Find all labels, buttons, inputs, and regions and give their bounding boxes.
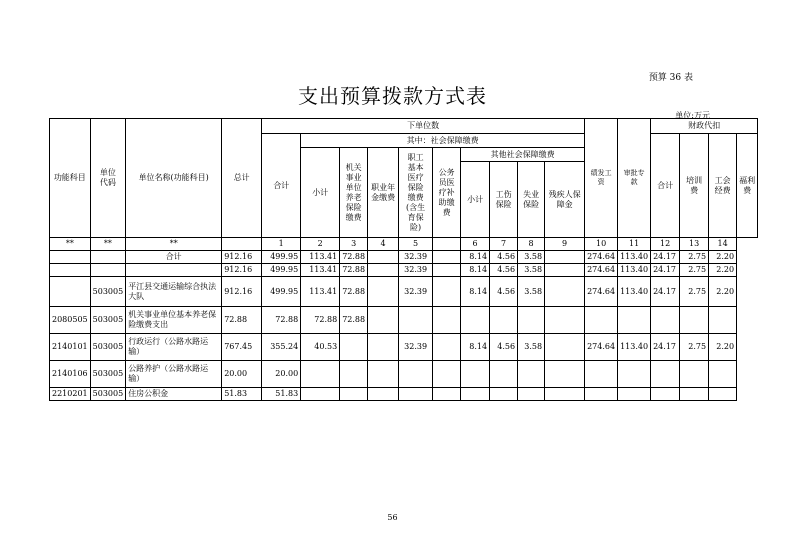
table-number: 预算 36 表: [648, 73, 693, 83]
index-cell: 7: [490, 238, 518, 251]
col-perf-wage: 绩发工 资: [585, 119, 618, 238]
page-number: 56: [387, 513, 398, 522]
total-cell: 912.16: [222, 277, 262, 307]
col-approved: 审批专 款: [618, 119, 651, 238]
value-cell: 3.58: [518, 264, 545, 277]
value-cell: [368, 388, 399, 401]
value-cell: [545, 361, 585, 388]
table-row: [50, 264, 758, 277]
value-cell: [490, 307, 518, 334]
value-cell: 32.39: [399, 251, 433, 264]
table-row: [50, 361, 758, 388]
func-code-cell: 2080505: [50, 307, 91, 334]
value-cell: 20.00: [262, 361, 301, 388]
total-cell: 72.88: [222, 307, 262, 334]
unit-code-cell: 503005: [90, 361, 126, 388]
value-cell: [461, 361, 490, 388]
col-func-subject: 功能科目: [50, 119, 91, 238]
value-cell: [680, 388, 709, 401]
value-cell: [433, 307, 461, 334]
value-cell: 2.75: [680, 334, 709, 361]
total-cell: 20.00: [222, 361, 262, 388]
value-cell: [680, 361, 709, 388]
value-cell: [340, 334, 368, 361]
value-cell: 72.88: [262, 307, 301, 334]
table-row: [50, 277, 758, 307]
value-cell: 24.17: [651, 334, 680, 361]
unit-code-cell: 503005: [90, 307, 126, 334]
value-cell: [301, 361, 340, 388]
total-cell: 51.83: [222, 388, 262, 401]
unit-code-cell: 503005: [90, 277, 126, 307]
col-pension: 机关 事业 单位 养老 保险 缴费: [340, 148, 368, 238]
table-row: [50, 388, 758, 401]
unit-name-cell: 平江县交通运输综合执法大队: [126, 277, 222, 307]
value-cell: [433, 277, 461, 307]
value-cell: [433, 361, 461, 388]
index-cell: 6: [461, 238, 490, 251]
func-code-cell: 2140101: [50, 334, 91, 361]
value-cell: 2.20: [709, 277, 737, 307]
value-cell: [545, 277, 585, 307]
value-cell: 2.20: [709, 334, 737, 361]
value-cell: 8.14: [461, 277, 490, 307]
index-cell: [433, 238, 461, 251]
value-cell: [368, 334, 399, 361]
value-cell: 4.56: [490, 277, 518, 307]
value-cell: 2.75: [680, 251, 709, 264]
value-cell: [618, 361, 651, 388]
value-cell: [518, 388, 545, 401]
value-cell: [368, 277, 399, 307]
table-header: [50, 119, 758, 251]
unit-code-cell: 503005: [90, 334, 126, 361]
value-cell: 113.41: [301, 277, 340, 307]
index-cell: 8: [518, 238, 545, 251]
value-cell: [340, 361, 368, 388]
value-cell: [585, 388, 618, 401]
table-row: [50, 251, 758, 264]
col-disabled: 残疾人保 障金: [545, 162, 585, 238]
total-cell: 912.16: [222, 251, 262, 264]
value-cell: [461, 307, 490, 334]
value-cell: [399, 388, 433, 401]
index-cell: 2: [301, 238, 340, 251]
func-code-cell: [50, 264, 91, 277]
value-cell: 113.40: [618, 277, 651, 307]
value-cell: [651, 307, 680, 334]
value-cell: 499.95: [262, 277, 301, 307]
col-subtotal: 合计: [262, 134, 301, 238]
index-cell: 10: [585, 238, 618, 251]
unit-name-cell: 合计: [126, 251, 222, 264]
value-cell: [618, 307, 651, 334]
index-cell: 11: [618, 238, 651, 251]
value-cell: 72.88: [340, 264, 368, 277]
unit-name-cell: 公路养护（公路水路运输）: [126, 361, 222, 388]
index-cell: 13: [680, 238, 709, 251]
value-cell: 8.14: [461, 334, 490, 361]
index-cell: 3: [340, 238, 368, 251]
col-unit-code: 单位 代码: [90, 119, 126, 238]
value-cell: [709, 361, 737, 388]
func-code-cell: [50, 277, 91, 307]
unit-code-cell: [90, 251, 126, 264]
value-cell: 72.88: [340, 277, 368, 307]
value-cell: 8.14: [461, 264, 490, 277]
unit-label: 单位:万元: [675, 111, 710, 120]
value-cell: 4.56: [490, 334, 518, 361]
value-cell: 32.39: [399, 277, 433, 307]
unit-code-cell: [90, 264, 126, 277]
value-cell: [545, 388, 585, 401]
col-lower-units: 下单位数: [262, 119, 585, 134]
value-cell: [585, 307, 618, 334]
value-cell: [651, 388, 680, 401]
value-cell: [461, 388, 490, 401]
col-unit-name: 单位名称(功能科目): [126, 119, 222, 238]
col-training: 培训 费: [680, 134, 709, 238]
index-cell: 1: [262, 238, 301, 251]
unit-code-cell: 503005: [90, 388, 126, 401]
unit-name-cell: 住房公积金: [126, 388, 222, 401]
value-cell: [585, 361, 618, 388]
col-civil-medical: 公务 员医 疗补 助缴 费: [433, 148, 461, 238]
value-cell: 24.17: [651, 251, 680, 264]
value-cell: 499.95: [262, 264, 301, 277]
value-cell: 2.75: [680, 264, 709, 277]
col-other-social: 其他社会保障缴费: [461, 148, 585, 162]
value-cell: 24.17: [651, 264, 680, 277]
value-cell: 4.56: [490, 251, 518, 264]
unit-name-cell: 行政运行（公路水路运输）: [126, 334, 222, 361]
col-total: 总计: [222, 119, 262, 238]
value-cell: 113.40: [618, 251, 651, 264]
col-other-small: 小计: [461, 162, 490, 238]
col-annuity: 职业年 金缴费: [368, 148, 399, 238]
value-cell: 32.39: [399, 334, 433, 361]
index-cell: 12: [651, 238, 680, 251]
value-cell: [399, 361, 433, 388]
value-cell: 274.64: [585, 251, 618, 264]
value-cell: [545, 264, 585, 277]
value-cell: [368, 264, 399, 277]
value-cell: 113.40: [618, 334, 651, 361]
unit-name-cell: 机关事业单位基本养老保险缴费支出: [126, 307, 222, 334]
value-cell: 8.14: [461, 251, 490, 264]
total-cell: 767.45: [222, 334, 262, 361]
value-cell: 113.41: [301, 264, 340, 277]
func-code-cell: 2140106: [50, 361, 91, 388]
page-title: 支出预算拨款方式表: [298, 84, 487, 108]
value-cell: [368, 361, 399, 388]
index-cell: [222, 238, 262, 251]
value-cell: 40.53: [301, 334, 340, 361]
table-body: [50, 251, 758, 401]
table-row: [50, 334, 758, 361]
value-cell: 3.58: [518, 334, 545, 361]
index-row: [50, 238, 758, 251]
value-cell: [651, 361, 680, 388]
index-cell: 4: [368, 238, 399, 251]
value-cell: [709, 307, 737, 334]
value-cell: [433, 334, 461, 361]
col-finance-agent: 财政代扣: [651, 119, 758, 134]
value-cell: 274.64: [585, 264, 618, 277]
value-cell: [680, 307, 709, 334]
index-cell: 9: [545, 238, 585, 251]
col-injury: 工伤 保险: [490, 162, 518, 238]
index-cell: **: [90, 238, 126, 251]
index-cell: **: [126, 238, 222, 251]
value-cell: [545, 334, 585, 361]
value-cell: [709, 388, 737, 401]
value-cell: [368, 307, 399, 334]
col-medical: 职工 基本 医疗 保险 缴费 (含生 育保 险): [399, 148, 433, 238]
value-cell: [433, 251, 461, 264]
value-cell: 2.20: [709, 251, 737, 264]
value-cell: [545, 307, 585, 334]
col-among-social: 其中：社会保障缴费: [301, 134, 585, 148]
value-cell: 32.39: [399, 264, 433, 277]
value-cell: [433, 388, 461, 401]
value-cell: 72.88: [340, 251, 368, 264]
value-cell: 72.88: [340, 307, 368, 334]
value-cell: [545, 251, 585, 264]
value-cell: 3.58: [518, 277, 545, 307]
col-fa-total: 合计: [651, 134, 680, 238]
value-cell: [433, 264, 461, 277]
value-cell: 274.64: [585, 334, 618, 361]
col-union: 工会 经费: [709, 134, 737, 238]
value-cell: 355.24: [262, 334, 301, 361]
value-cell: [399, 307, 433, 334]
col-small-total: 小计: [301, 148, 340, 238]
value-cell: [618, 388, 651, 401]
value-cell: 113.40: [618, 264, 651, 277]
value-cell: [490, 388, 518, 401]
func-code-cell: [50, 251, 91, 264]
value-cell: [301, 388, 340, 401]
value-cell: 72.88: [301, 307, 340, 334]
value-cell: 113.41: [301, 251, 340, 264]
index-cell: 14: [709, 238, 737, 251]
value-cell: 2.75: [680, 277, 709, 307]
value-cell: 2.20: [709, 264, 737, 277]
value-cell: 24.17: [651, 277, 680, 307]
value-cell: [518, 307, 545, 334]
value-cell: [490, 361, 518, 388]
table-row: [50, 307, 758, 334]
value-cell: 3.58: [518, 251, 545, 264]
total-cell: 912.16: [222, 264, 262, 277]
col-welfare: 福利 费: [737, 134, 758, 238]
value-cell: [518, 361, 545, 388]
value-cell: 4.56: [490, 264, 518, 277]
value-cell: 51.83: [262, 388, 301, 401]
value-cell: 499.95: [262, 251, 301, 264]
value-cell: 274.64: [585, 277, 618, 307]
index-cell: 5: [399, 238, 433, 251]
appropriation-table: [49, 118, 758, 401]
value-cell: [340, 388, 368, 401]
col-unemploy: 失业 保险: [518, 162, 545, 238]
func-code-cell: 2210201: [50, 388, 91, 401]
value-cell: [368, 251, 399, 264]
index-cell: **: [50, 238, 91, 251]
unit-name-cell: [126, 264, 222, 277]
